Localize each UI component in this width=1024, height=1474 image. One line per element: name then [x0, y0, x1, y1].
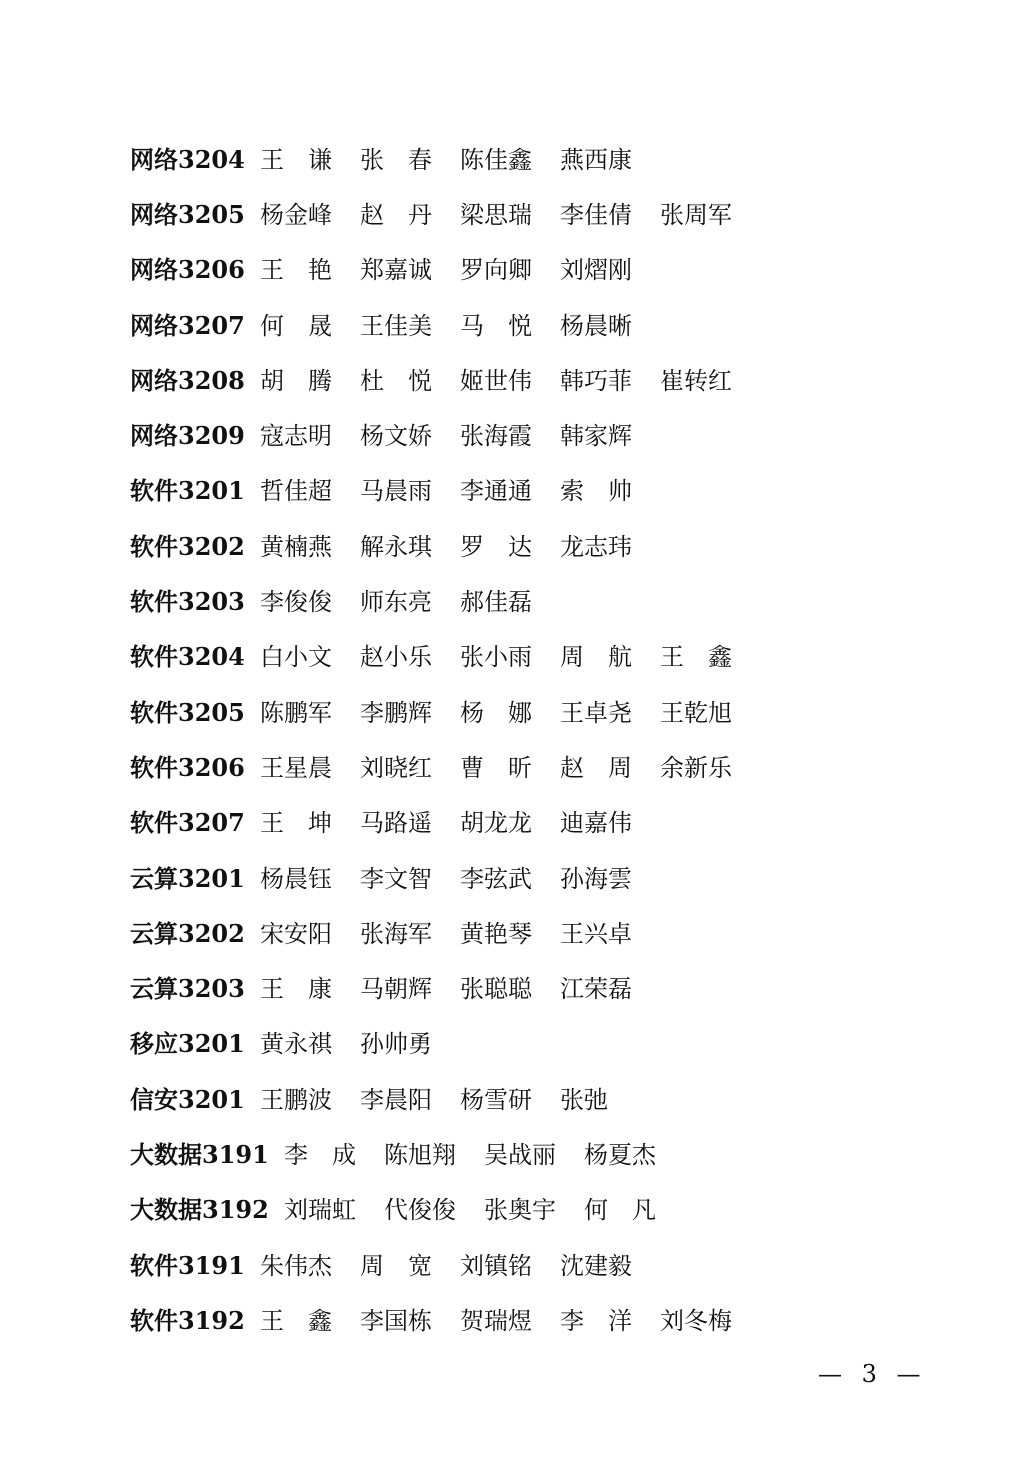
student-name: 刘镇铭 — [460, 1251, 532, 1280]
student-name: 郝佳磊 — [460, 588, 532, 617]
student-name: 张海霞 — [460, 422, 532, 451]
class-label: 软件3207 — [130, 808, 245, 838]
student-name: 孙海雲 — [560, 864, 632, 893]
student-name: 李 洋 — [560, 1306, 632, 1335]
student-name: 李佳倩 — [560, 200, 632, 229]
student-name: 张周军 — [660, 200, 732, 229]
student-name: 王 谦 — [260, 145, 332, 174]
class-label: 云算3203 — [130, 974, 245, 1004]
student-name: 师东亮 — [360, 588, 432, 617]
student-name: 李 成 — [284, 1140, 356, 1169]
student-name: 胡龙龙 — [460, 809, 532, 838]
student-name: 周 航 — [560, 643, 632, 672]
student-name: 张海军 — [360, 919, 432, 948]
class-label: 网络3207 — [130, 310, 245, 340]
list-row — [130, 353, 910, 408]
student-name: 江荣磊 — [560, 975, 632, 1004]
student-name: 王卓尧 — [560, 698, 632, 727]
list-row — [130, 685, 910, 740]
student-name: 李国栋 — [360, 1306, 432, 1335]
student-name: 贺瑞煜 — [460, 1306, 532, 1335]
student-name: 张奥宇 — [484, 1196, 556, 1225]
list-row — [130, 298, 910, 353]
student-name: 沈建毅 — [560, 1251, 632, 1280]
student-name: 赵小乐 — [360, 643, 432, 672]
class-label: 软件3191 — [130, 1250, 245, 1280]
list-row — [130, 1293, 910, 1348]
student-name: 孙帅勇 — [360, 1030, 432, 1059]
student-name: 王 鑫 — [260, 1306, 332, 1335]
list-row — [130, 1017, 910, 1072]
student-name: 赵 丹 — [360, 200, 432, 229]
list-row — [130, 408, 910, 463]
class-label: 网络3204 — [130, 144, 245, 174]
list-row — [130, 187, 910, 242]
class-label: 网络3209 — [130, 421, 245, 451]
class-label: 大数据3191 — [130, 1139, 269, 1169]
list-row — [130, 132, 910, 187]
class-label: 信安3201 — [130, 1084, 245, 1114]
class-label: 云算3202 — [130, 918, 245, 948]
student-name: 朱伟杰 — [260, 1251, 332, 1280]
student-name: 杨文娇 — [360, 422, 432, 451]
list-row — [130, 740, 910, 795]
student-name: 黄艳琴 — [460, 919, 532, 948]
name-list — [130, 132, 910, 1349]
student-name: 杨雪研 — [460, 1085, 532, 1114]
student-name: 王兴卓 — [560, 919, 632, 948]
list-row — [130, 906, 910, 961]
student-name: 刘瑞虹 — [284, 1196, 356, 1225]
student-name: 李鹏辉 — [360, 698, 432, 727]
class-label: 网络3205 — [130, 199, 245, 229]
list-row — [130, 961, 910, 1016]
class-label: 软件3205 — [130, 697, 245, 727]
student-name: 迪嘉伟 — [560, 809, 632, 838]
class-label: 大数据3192 — [130, 1195, 269, 1225]
student-name: 解永琪 — [360, 532, 432, 561]
student-name: 刘熠刚 — [560, 256, 632, 285]
student-name: 崔转红 — [660, 366, 732, 395]
student-name: 马晨雨 — [360, 477, 432, 506]
student-name: 寇志明 — [260, 422, 332, 451]
student-name: 杜 悦 — [360, 366, 432, 395]
student-name: 何 凡 — [584, 1196, 656, 1225]
student-name: 马 悦 — [460, 311, 532, 340]
student-name: 杨夏杰 — [584, 1140, 656, 1169]
list-row — [130, 630, 910, 685]
class-label: 云算3201 — [130, 863, 245, 893]
student-name: 刘冬梅 — [660, 1306, 732, 1335]
student-name: 李俊俊 — [260, 588, 332, 617]
student-name: 郑嘉诚 — [360, 256, 432, 285]
page-number: — 3 — — [818, 1360, 927, 1388]
student-name: 白小文 — [260, 643, 332, 672]
student-name: 马路遥 — [360, 809, 432, 838]
list-row — [130, 464, 910, 519]
student-name: 张弛 — [560, 1085, 608, 1114]
student-name: 余新乐 — [660, 753, 732, 782]
student-name: 黄楠燕 — [260, 532, 332, 561]
student-name: 陈旭翔 — [384, 1140, 456, 1169]
list-row — [130, 851, 910, 906]
student-name: 刘晓红 — [360, 753, 432, 782]
class-label: 网络3206 — [130, 255, 245, 285]
list-row — [130, 243, 910, 298]
student-name: 梁思瑞 — [460, 200, 532, 229]
student-name: 王 鑫 — [660, 643, 732, 672]
student-name: 代俊俊 — [384, 1196, 456, 1225]
class-label: 软件3206 — [130, 752, 245, 782]
class-label: 软件3203 — [130, 587, 245, 617]
student-name: 王 坤 — [260, 809, 332, 838]
student-name: 马朝辉 — [360, 975, 432, 1004]
class-label: 网络3208 — [130, 365, 245, 395]
student-name: 龙志玮 — [560, 532, 632, 561]
student-name: 李通通 — [460, 477, 532, 506]
list-row — [130, 574, 910, 629]
student-name: 姬世伟 — [460, 366, 532, 395]
student-name: 韩家辉 — [560, 422, 632, 451]
student-name: 王乾旭 — [660, 698, 732, 727]
class-label: 软件3202 — [130, 531, 245, 561]
student-name: 燕西康 — [560, 145, 632, 174]
student-name: 索 帅 — [560, 477, 632, 506]
student-name: 赵 周 — [560, 753, 632, 782]
student-name: 李晨阳 — [360, 1085, 432, 1114]
student-name: 张小雨 — [460, 643, 532, 672]
list-row — [130, 1183, 910, 1238]
student-name: 杨 娜 — [460, 698, 532, 727]
class-label: 软件3192 — [130, 1305, 245, 1335]
student-name: 何 晟 — [260, 311, 332, 340]
student-name: 杨晨晰 — [560, 311, 632, 340]
student-name: 韩巧菲 — [560, 366, 632, 395]
student-name: 胡 腾 — [260, 366, 332, 395]
student-name: 罗向卿 — [460, 256, 532, 285]
student-name: 王星晨 — [260, 753, 332, 782]
student-name: 哲佳超 — [260, 477, 332, 506]
student-name: 王 康 — [260, 975, 332, 1004]
student-name: 陈佳鑫 — [460, 145, 532, 174]
student-name: 张 春 — [360, 145, 432, 174]
list-row — [130, 1238, 910, 1293]
student-name: 王鹏波 — [260, 1085, 332, 1114]
student-name: 李文智 — [360, 864, 432, 893]
student-name: 王 艳 — [260, 256, 332, 285]
class-label: 软件3201 — [130, 476, 245, 506]
student-name: 杨金峰 — [260, 200, 332, 229]
student-name: 罗 达 — [460, 532, 532, 561]
student-name: 李弦武 — [460, 864, 532, 893]
student-name: 曹 昕 — [460, 753, 532, 782]
student-name: 周 宽 — [360, 1251, 432, 1280]
list-row — [130, 796, 910, 851]
class-label: 移应3201 — [130, 1029, 245, 1059]
student-name: 宋安阳 — [260, 919, 332, 948]
student-name: 陈鹏军 — [260, 698, 332, 727]
list-row — [130, 1072, 910, 1127]
list-row — [130, 1127, 910, 1182]
student-name: 黄永祺 — [260, 1030, 332, 1059]
student-name: 吴战丽 — [484, 1140, 556, 1169]
student-name: 杨晨钰 — [260, 864, 332, 893]
student-name: 王佳美 — [360, 311, 432, 340]
list-row — [130, 519, 910, 574]
class-label: 软件3204 — [130, 642, 245, 672]
student-name: 张聪聪 — [460, 975, 532, 1004]
